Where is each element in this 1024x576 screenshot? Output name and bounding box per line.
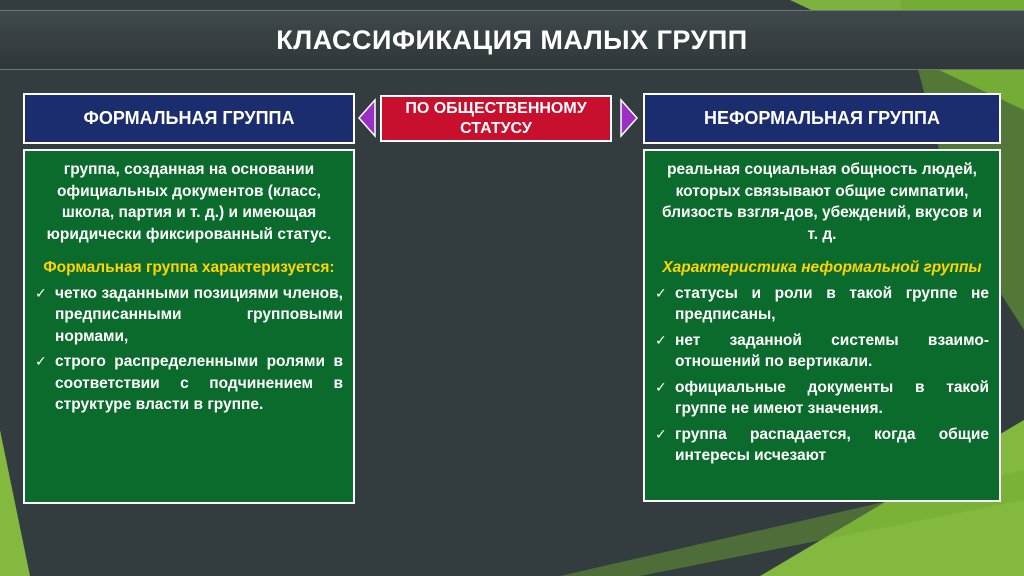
formal-group-list xyxy=(35,283,343,416)
list-item-text: четко заданными позициями членов, предписанными групповыми нормами, xyxy=(55,284,343,345)
formal-group-header xyxy=(23,93,355,144)
list-item-text: нет заданной системы взаимоотношений по вертикали. xyxy=(675,331,989,370)
informal-group-header-text: НЕФОРМАЛЬНАЯ ГРУППА xyxy=(704,108,940,128)
page-title xyxy=(0,10,1024,70)
list-item xyxy=(35,351,343,416)
informal-group-subheading: Характеристика неформальной группы xyxy=(662,259,982,276)
classification-criterion-text: ПО ОБЩЕСТВЕННОМУ СТАТУСУ xyxy=(405,99,587,137)
list-item xyxy=(655,330,989,373)
checkmark-icon: ✓ xyxy=(35,353,47,369)
checkmark-icon: ✓ xyxy=(655,331,667,348)
list-item xyxy=(655,424,989,467)
formal-group-description: группа, созданная на основании официальных документов (класс, школа, партия и т. д.) и имеющая юридически фиксированный статус. xyxy=(46,161,332,243)
informal-group-list xyxy=(655,283,989,467)
informal-group-panel xyxy=(643,93,1001,502)
informal-group-body xyxy=(643,149,1001,502)
left-arrow-icon xyxy=(357,98,377,138)
formal-group-panel xyxy=(23,93,355,504)
classification-criterion xyxy=(380,95,612,142)
checkmark-icon: ✓ xyxy=(655,425,667,442)
page-title-text: КЛАССИФИКАЦИЯ МАЛЫХ ГРУПП xyxy=(276,24,748,55)
list-item xyxy=(35,283,343,348)
list-item-text: группа распадается, когда общие интересы исчезают xyxy=(675,425,989,464)
checkmark-icon: ✓ xyxy=(655,284,667,301)
checkmark-icon: ✓ xyxy=(655,378,667,395)
formal-group-body xyxy=(23,149,355,504)
formal-group-subheading: Формальная группа характеризуется: xyxy=(43,259,335,276)
right-arrow-icon xyxy=(619,98,639,138)
informal-group-description: реальная социальная общность людей, которых связывают общие симпатии, близость взгля-дов, убеждений, вкусов и т. д. xyxy=(661,161,983,243)
informal-group-header xyxy=(643,93,1001,144)
list-item xyxy=(655,283,989,326)
list-item xyxy=(655,377,989,420)
list-item-text: строго распределенными ролями в соответствии с подчинением в структуре власти в группе. xyxy=(55,353,343,413)
formal-group-header-text: ФОРМАЛЬНАЯ ГРУППА xyxy=(83,108,295,128)
list-item-text: статусы и роли в такой группе не предписаны, xyxy=(675,284,989,323)
checkmark-icon: ✓ xyxy=(35,284,47,301)
list-item-text: официальные документы в такой группе не имеют значения. xyxy=(675,378,989,417)
